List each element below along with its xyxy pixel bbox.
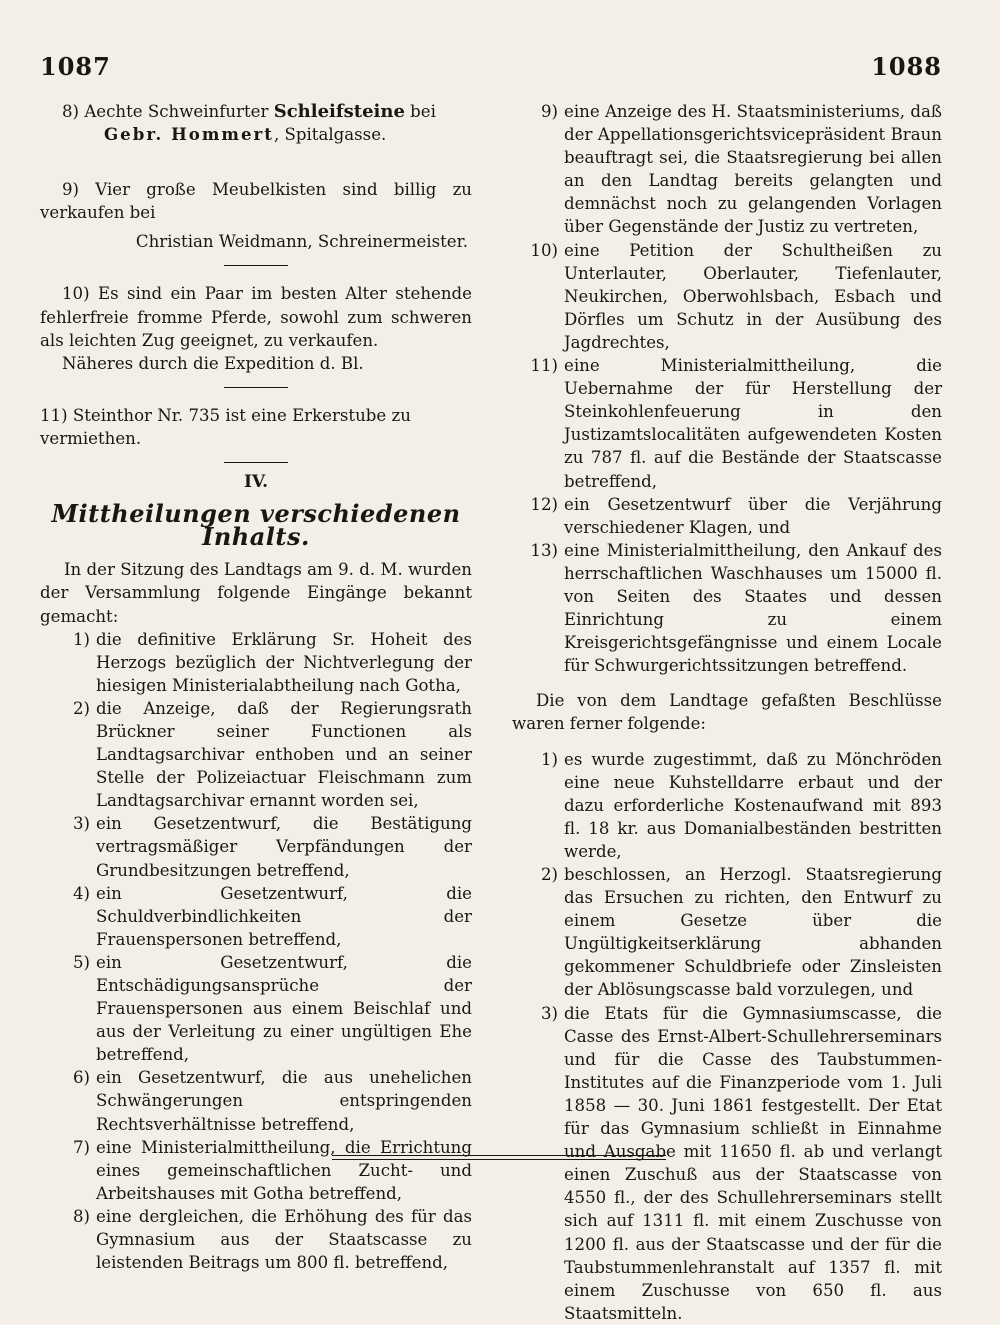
list-item: 12) ein Gesetzentwurf über die Verjährung verschiedener Klagen, und [530,494,942,537]
list-item: 8) eine dergleichen, die Erhöhung des für das Gymnasium aus der Staatscasse zu leistenden Beitrags um 800 fl. betreffend, [72,1206,472,1273]
advertisement-8 [40,100,472,146]
list-item: 10) eine Petition der Schultheißen zu Unterlauter, Oberlauter, Tiefenlauter, Neukirchen, Oberwohlsbach, Esbach und Dörfles um Schutz in der Ausübung des Jagdrechtes, [530,240,942,352]
submissions-list-right [512,100,942,677]
ad-text: Aechte Schweinfurter [84,102,274,121]
list-item: 3) die Etats für die Gymnasiumscasse, die Casse des Ernst-Albert-Schullehrerseminars und für die Casse des Taubstummen-Institutes auf die Finanzperiode vom 1. Juli 1858 — 30. Juni 1861 festgestellt. Der Etat für das Gymnasium schließt in Einnahme und Ausgabe mit 11650 fl. ab und verlangt einen Zuschuß aus der Staatscasse von 4550 fl., der des Schullehrerseminars stellt sich auf 1311 fl. mit einem Zuschusse von 1200 fl. aus der Staatscasse und der für die Taubstummenlehranstalt auf 1357 fl. mit einem Zuschusse von 650 fl. aus Staatsmitteln. [540,1003,942,1323]
list-item: 2) beschlossen, an Herzogl. Staatsregierung das Ersuchen zu richten, den Entwurf zu einem Gesetze über die Ungültigkeitserklärung abhanden gekommener Schuldbriefe oder Zinsleisten der Ablösungscasse bald vorzulegen, und [540,865,942,1000]
page-number-left: 1087 [40,52,111,81]
section-heading: Mittheilungen verschiedenen Inhalts. [51,499,461,552]
list-item: 7) eine Ministerialmittheilung, die Errichtung eines gemeinschaftlichen Zucht- und Arbeitshauses mit Gotha betreffend, [72,1137,472,1203]
ad-number: 8) [62,102,80,121]
ad-text: 10) Es sind ein Paar im besten Alter stehende fehlerfreie fromme Pferde, sowohl zum schweren als leichten Zug geeignet, zu verkaufen. [40,284,472,350]
list-item: 3) ein Gesetzentwurf, die Bestätigung vertragsmäßiger Verpfändungen der Grundbesitzungen betreffend, [72,814,472,880]
session-intro: In der Sitzung des Landtags am 9. d. M. wurden der Versammlung folgende Eingänge bekannt gemacht: [40,560,472,626]
list-item: 9) eine Anzeige des H. Staatsministeriums, daß der Appellationsgerichtsvicepräsident Braun beauftragt sei, die Staatsregierung bei allen an den Landtag bereits gelangten und demnächst noch zu gelangenden Vorlagen über Gegenstände der Justiz zu vertreten, [540,102,942,237]
ad-signature: Christian Weidmann, Schreinermeister. [135,232,468,252]
right-column [512,100,942,1325]
ad-text: 9) Vier große Meubelkisten sind billig zu verkaufen bei [40,180,472,223]
advertisement-9 [40,178,472,253]
separator-rule [224,387,288,388]
page-number-right: 1088 [871,52,942,81]
ad-contact: Näheres durch die Expedition d. Bl. [62,353,364,373]
submissions-list-left [40,628,472,1275]
end-double-rule [332,1155,666,1160]
list-item: 11) eine Ministerialmittheilung, die Uebernahme der für Herstellung der Steinkohlenfeuerung in den Justizamtslocalitäten aufgewendeten Kosten zu 787 fl. auf die Bestände der Staatscasse betreffend, [530,356,942,491]
list-item: 4) ein Gesetzentwurf, die Schuldverbindlichkeiten der Frauenspersonen betreffend, [72,883,472,949]
list-item: 2) die Anzeige, daß der Regierungsrath Brückner seiner Functionen als Landtagsarchivar enthoben und an seiner Stelle der Polizeiactuar Fleischmann zum Landtagsarchivar ernannt worden sei, [72,698,472,811]
ad-address: , Spitalgasse. [273,125,387,145]
advertisement-10 [40,282,472,374]
ad-text-after: bei [404,102,436,121]
list-item: 1) die definitive Erklärung Sr. Hoheit des Herzogs bezüglich der Nichtverlegung der hiesigen Ministerialabtheilung nach Gotha, [72,629,472,695]
resolutions-intro: Die von dem Landtage gefaßten Beschlüsse waren ferner folgende: [512,691,942,734]
ad-product: Schleifsteine [273,101,405,122]
ad-merchant: Gebr. Hommert [104,124,274,145]
list-item: 5) ein Gesetzentwurf, die Entschädigungsansprüche der Frauenspersonen aus einem Beischlaf und aus der Verleitung zu einer ungültigen Ehe betreffend, [72,952,472,1065]
ad-text: 11) Steinthor Nr. 735 ist eine Erkerstube zu vermiethen. [40,405,411,448]
section-number: IV. [243,472,269,493]
list-item: 1) es wurde zugestimmt, daß zu Mönchröden eine neue Kuhstelldarre erbaut und der dazu erforderliche Kostenaufwand mit 893 fl. 18 kr. aus Domanialbeständen bestritten werde, [540,749,942,861]
list-item: 13) eine Ministerialmittheilung, den Ankauf des herrschaftlichen Waschhauses um 15000 fl. von Seiten des Staates und dessen Einrichtung zu einem Kreisgerichtsgefängnisse und einem Locale für Schwurgerichtssitzungen betreffend. [530,540,942,676]
separator-rule [224,462,288,463]
left-column [40,100,472,1274]
separator-rule [224,265,288,266]
resolutions-list [512,748,942,1325]
advertisement-11 [40,404,472,450]
list-item: 6) ein Gesetzentwurf, die aus unehelichen Schwängerungen entspringenden Rechtsverhältnisse betreffend, [72,1068,472,1134]
